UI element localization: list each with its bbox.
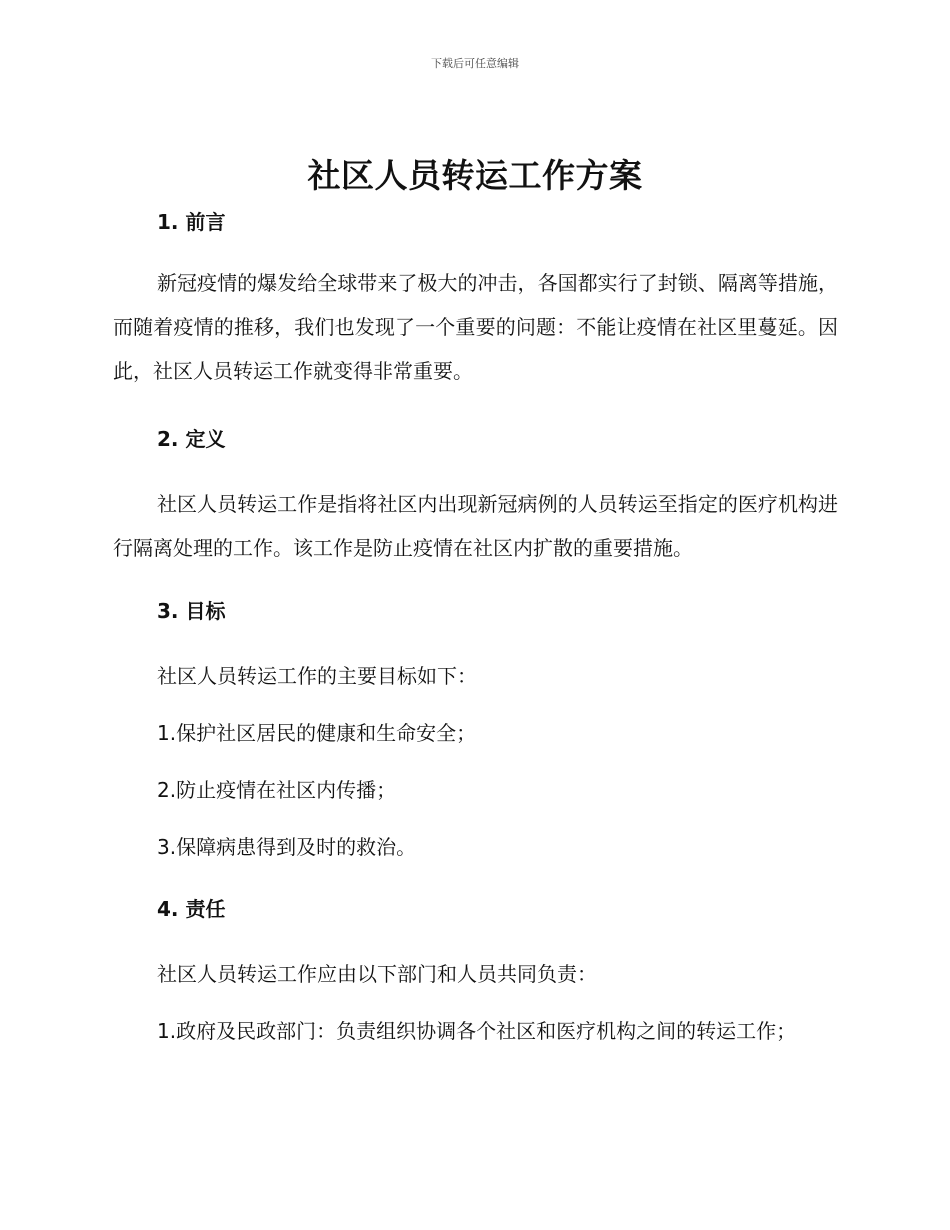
paragraph: 社区人员转运工作应由以下部门和人员共同负责： xyxy=(157,962,597,986)
list-item: 3.保障病患得到及时的救治。 xyxy=(157,835,417,859)
list-item: 1.政府及民政部门：负责组织协调各个社区和医疗机构之间的转运工作； xyxy=(157,1019,797,1043)
paragraph: 社区人员转运工作是指将社区内出现新冠病例的人员转运至指定的医疗机构进行隔离处理的工作。该工作是防止疫情在社区内扩散的重要措施。 xyxy=(113,492,838,560)
section-heading-responsibility: 4. 责任 xyxy=(157,897,226,921)
section-heading-preface: 1. 前言 xyxy=(157,210,226,234)
document-title: 社区人员转运工作方案 xyxy=(307,156,643,195)
section-heading-goals: 3. 目标 xyxy=(157,599,226,623)
paragraph: 新冠疫情的爆发给全球带来了极大的冲击，各国都实行了封锁、隔离等措施，而随着疫情的推移，我们也发现了一个重要的问题：不能让疫情在社区里蔓延。因此，社区人员转运工作就变得非常重要。 xyxy=(113,271,838,383)
list-item: 2.防止疫情在社区内传播； xyxy=(157,778,397,802)
page-header: 下载后可任意编辑 xyxy=(431,57,519,70)
paragraph: 社区人员转运工作的主要目标如下： xyxy=(157,664,477,688)
list-item: 1.保护社区居民的健康和生命安全； xyxy=(157,721,477,745)
section-heading-definition: 2. 定义 xyxy=(157,427,226,451)
document-body xyxy=(113,206,838,1053)
